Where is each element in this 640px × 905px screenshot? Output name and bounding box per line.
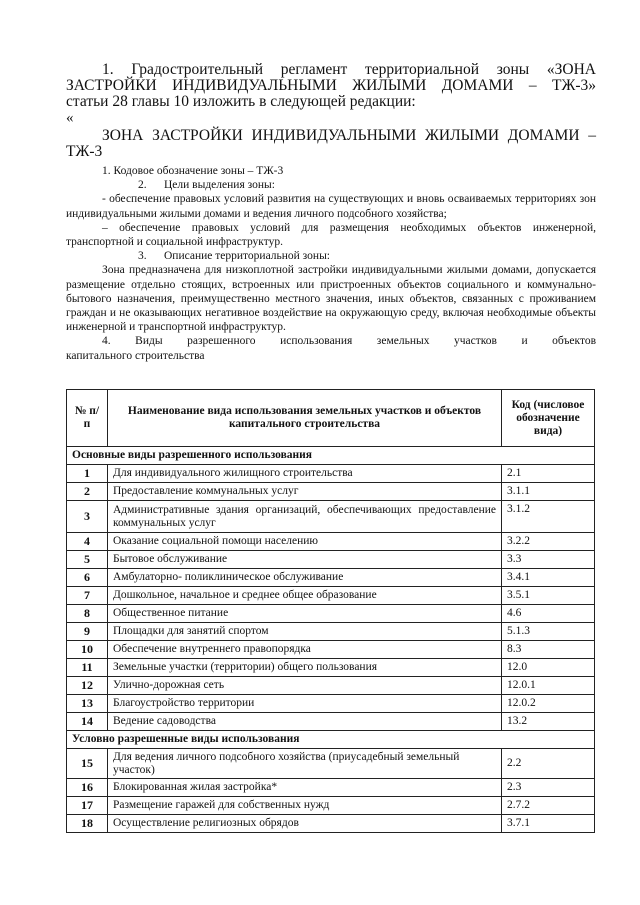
row-name: Оказание социальной помощи населению bbox=[108, 533, 502, 551]
row-number: 2 bbox=[67, 483, 108, 501]
intro-line-2: ЗАСТРОЙКИ ИНДИВИДУАЛЬНЫМИ ЖИЛЫМИ ДОМАМИ – ТЖ-3» bbox=[66, 77, 596, 94]
table-row bbox=[67, 623, 595, 641]
row-number: 14 bbox=[67, 713, 108, 731]
section-row-main bbox=[67, 447, 595, 465]
row-code: 12.0 bbox=[502, 659, 595, 677]
row-number: 13 bbox=[67, 695, 108, 713]
row-name: Бытовое обслуживание bbox=[108, 551, 502, 569]
row-name: Административные здания организаций, обеспечивающих предоставление коммунальных услуг bbox=[108, 501, 502, 533]
table-row bbox=[67, 779, 595, 797]
intro-line-3: статьи 28 главы 10 изложить в следующей редакции: bbox=[66, 93, 416, 110]
zone-title-line-1: ЗОНА ЗАСТРОЙКИ ИНДИВИДУАЛЬНЫМИ ЖИЛЫМИ ДОМАМИ – bbox=[102, 127, 596, 144]
row-code: 2.1 bbox=[502, 465, 595, 483]
section-4-heading-line-2: капитального строительства bbox=[66, 349, 205, 362]
table-header-row bbox=[67, 390, 595, 447]
table-row bbox=[67, 797, 595, 815]
table-row bbox=[67, 501, 595, 533]
row-number: 9 bbox=[67, 623, 108, 641]
row-code: 12.0.1 bbox=[502, 677, 595, 695]
section-3-description: Зона предназначена для низкоплотной застройки индивидуальными жилыми домами, допускается размещение отдельно стоящих, встроенных или пристроенных объектов социального и коммунально-бытового назначения, преимущественно местного значения, иных объектов, связанных с проживанием граждан и не оказывающих негативное воздействие на окружающую среду, включая необходимые объекты инженерной и транспортной инфраструктур. bbox=[66, 264, 596, 334]
row-code: 5.1.3 bbox=[502, 623, 595, 641]
table-row bbox=[67, 465, 595, 483]
section-title-main: Основные виды разрешенного использования bbox=[67, 447, 595, 465]
row-name: Для индивидуального жилищного строительства bbox=[108, 465, 502, 483]
row-number: 3 bbox=[67, 501, 108, 533]
row-code: 2.3 bbox=[502, 779, 595, 797]
row-number: 8 bbox=[67, 605, 108, 623]
row-number: 1 bbox=[67, 465, 108, 483]
table-row bbox=[67, 533, 595, 551]
row-name: Осуществление религиозных обрядов bbox=[108, 815, 502, 833]
zone-heading bbox=[66, 128, 596, 160]
row-number: 7 bbox=[67, 587, 108, 605]
row-code: 3.2.2 bbox=[502, 533, 595, 551]
row-name: Блокированная жилая застройка* bbox=[108, 779, 502, 797]
table-row bbox=[67, 713, 595, 731]
section-1-code: 1. Кодовое обозначение зоны – ТЖ-3 bbox=[102, 165, 284, 177]
section-2-goal-1: - обеспечение правовых условий развития на существующих и вновь осваиваемых территориях зон индивидуальными жилыми домами и ведения личного подсобного хозяйства; bbox=[66, 193, 596, 220]
row-number: 12 bbox=[67, 677, 108, 695]
section-3-number: 3. bbox=[138, 250, 147, 263]
row-number: 4 bbox=[67, 533, 108, 551]
row-code: 2.7.2 bbox=[502, 797, 595, 815]
table-row bbox=[67, 551, 595, 569]
zone-title-line-2: ТЖ-3 bbox=[66, 143, 103, 160]
row-number: 16 bbox=[67, 779, 108, 797]
table-row bbox=[67, 587, 595, 605]
row-number: 11 bbox=[67, 659, 108, 677]
header-number: № п/п bbox=[67, 390, 108, 447]
table-row bbox=[67, 815, 595, 833]
row-code: 8.3 bbox=[502, 641, 595, 659]
header-code: Код (числовое обозначение вида) bbox=[502, 390, 595, 447]
table-row bbox=[67, 605, 595, 623]
section-title-conditional: Условно разрешенные виды использования bbox=[67, 731, 595, 749]
row-name: Дошкольное, начальное и среднее общее образование bbox=[108, 587, 502, 605]
row-number: 10 bbox=[67, 641, 108, 659]
table-row bbox=[67, 677, 595, 695]
section-row-conditional bbox=[67, 731, 595, 749]
section-2-number: 2. bbox=[138, 179, 147, 192]
row-name: Для ведения личного подсобного хозяйства (приусадебный земельный участок) bbox=[108, 749, 502, 779]
table-row bbox=[67, 695, 595, 713]
section-2-heading bbox=[66, 178, 596, 192]
row-code: 3.7.1 bbox=[502, 815, 595, 833]
row-code: 12.0.2 bbox=[502, 695, 595, 713]
row-name: Обеспечение внутреннего правопорядка bbox=[108, 641, 502, 659]
row-number: 17 bbox=[67, 797, 108, 815]
table-row bbox=[67, 569, 595, 587]
row-code: 3.1.1 bbox=[502, 483, 595, 501]
row-name: Общественное питание bbox=[108, 605, 502, 623]
row-name: Ведение садоводства bbox=[108, 713, 502, 731]
table-row bbox=[67, 659, 595, 677]
table-row bbox=[67, 749, 595, 779]
row-name: Размещение гаражей для собственных нужд bbox=[108, 797, 502, 815]
row-code: 3.3 bbox=[502, 551, 595, 569]
row-name: Площадки для занятий спортом bbox=[108, 623, 502, 641]
row-number: 15 bbox=[67, 749, 108, 779]
row-number: 18 bbox=[67, 815, 108, 833]
row-code: 2.2 bbox=[502, 749, 595, 779]
intro-line-1: 1. Градостроительный регламент территориальной зоны «ЗОНА bbox=[102, 61, 596, 78]
row-name: Амбулаторно- поликлиническое обслуживание bbox=[108, 569, 502, 587]
row-code: 13.2 bbox=[502, 713, 595, 731]
row-name: Улично-дорожная сеть bbox=[108, 677, 502, 695]
section-2-title: Цели выделения зоны: bbox=[164, 179, 275, 192]
opening-quote: « bbox=[66, 110, 74, 126]
amendment-intro bbox=[66, 62, 596, 126]
land-use-table bbox=[66, 389, 595, 833]
row-name: Благоустройство территории bbox=[108, 695, 502, 713]
section-2-goal-2: – обеспечение правовых условий для размещения необходимых объектов инженерной, транспортной и социальной инфраструктур. bbox=[66, 221, 596, 249]
row-code: 3.5.1 bbox=[502, 587, 595, 605]
row-number: 5 bbox=[67, 551, 108, 569]
row-number: 6 bbox=[67, 569, 108, 587]
row-code: 3.1.2 bbox=[502, 501, 595, 533]
table-row bbox=[67, 641, 595, 659]
row-name: Земельные участки (территории) общего пользования bbox=[108, 659, 502, 677]
row-name: Предоставление коммунальных услуг bbox=[108, 483, 502, 501]
section-3-title: Описание территориальной зоны: bbox=[164, 250, 330, 263]
row-code: 4.6 bbox=[502, 605, 595, 623]
header-name: Наименование вида использования земельных участков и объектов капитального строительства bbox=[108, 390, 502, 447]
zone-sections bbox=[66, 164, 596, 363]
section-3-heading bbox=[66, 249, 596, 263]
row-code: 3.4.1 bbox=[502, 569, 595, 587]
table-row bbox=[67, 483, 595, 501]
section-4-heading-line-1: 4. Виды разрешенного использования земельных участков и объектов bbox=[102, 335, 596, 348]
